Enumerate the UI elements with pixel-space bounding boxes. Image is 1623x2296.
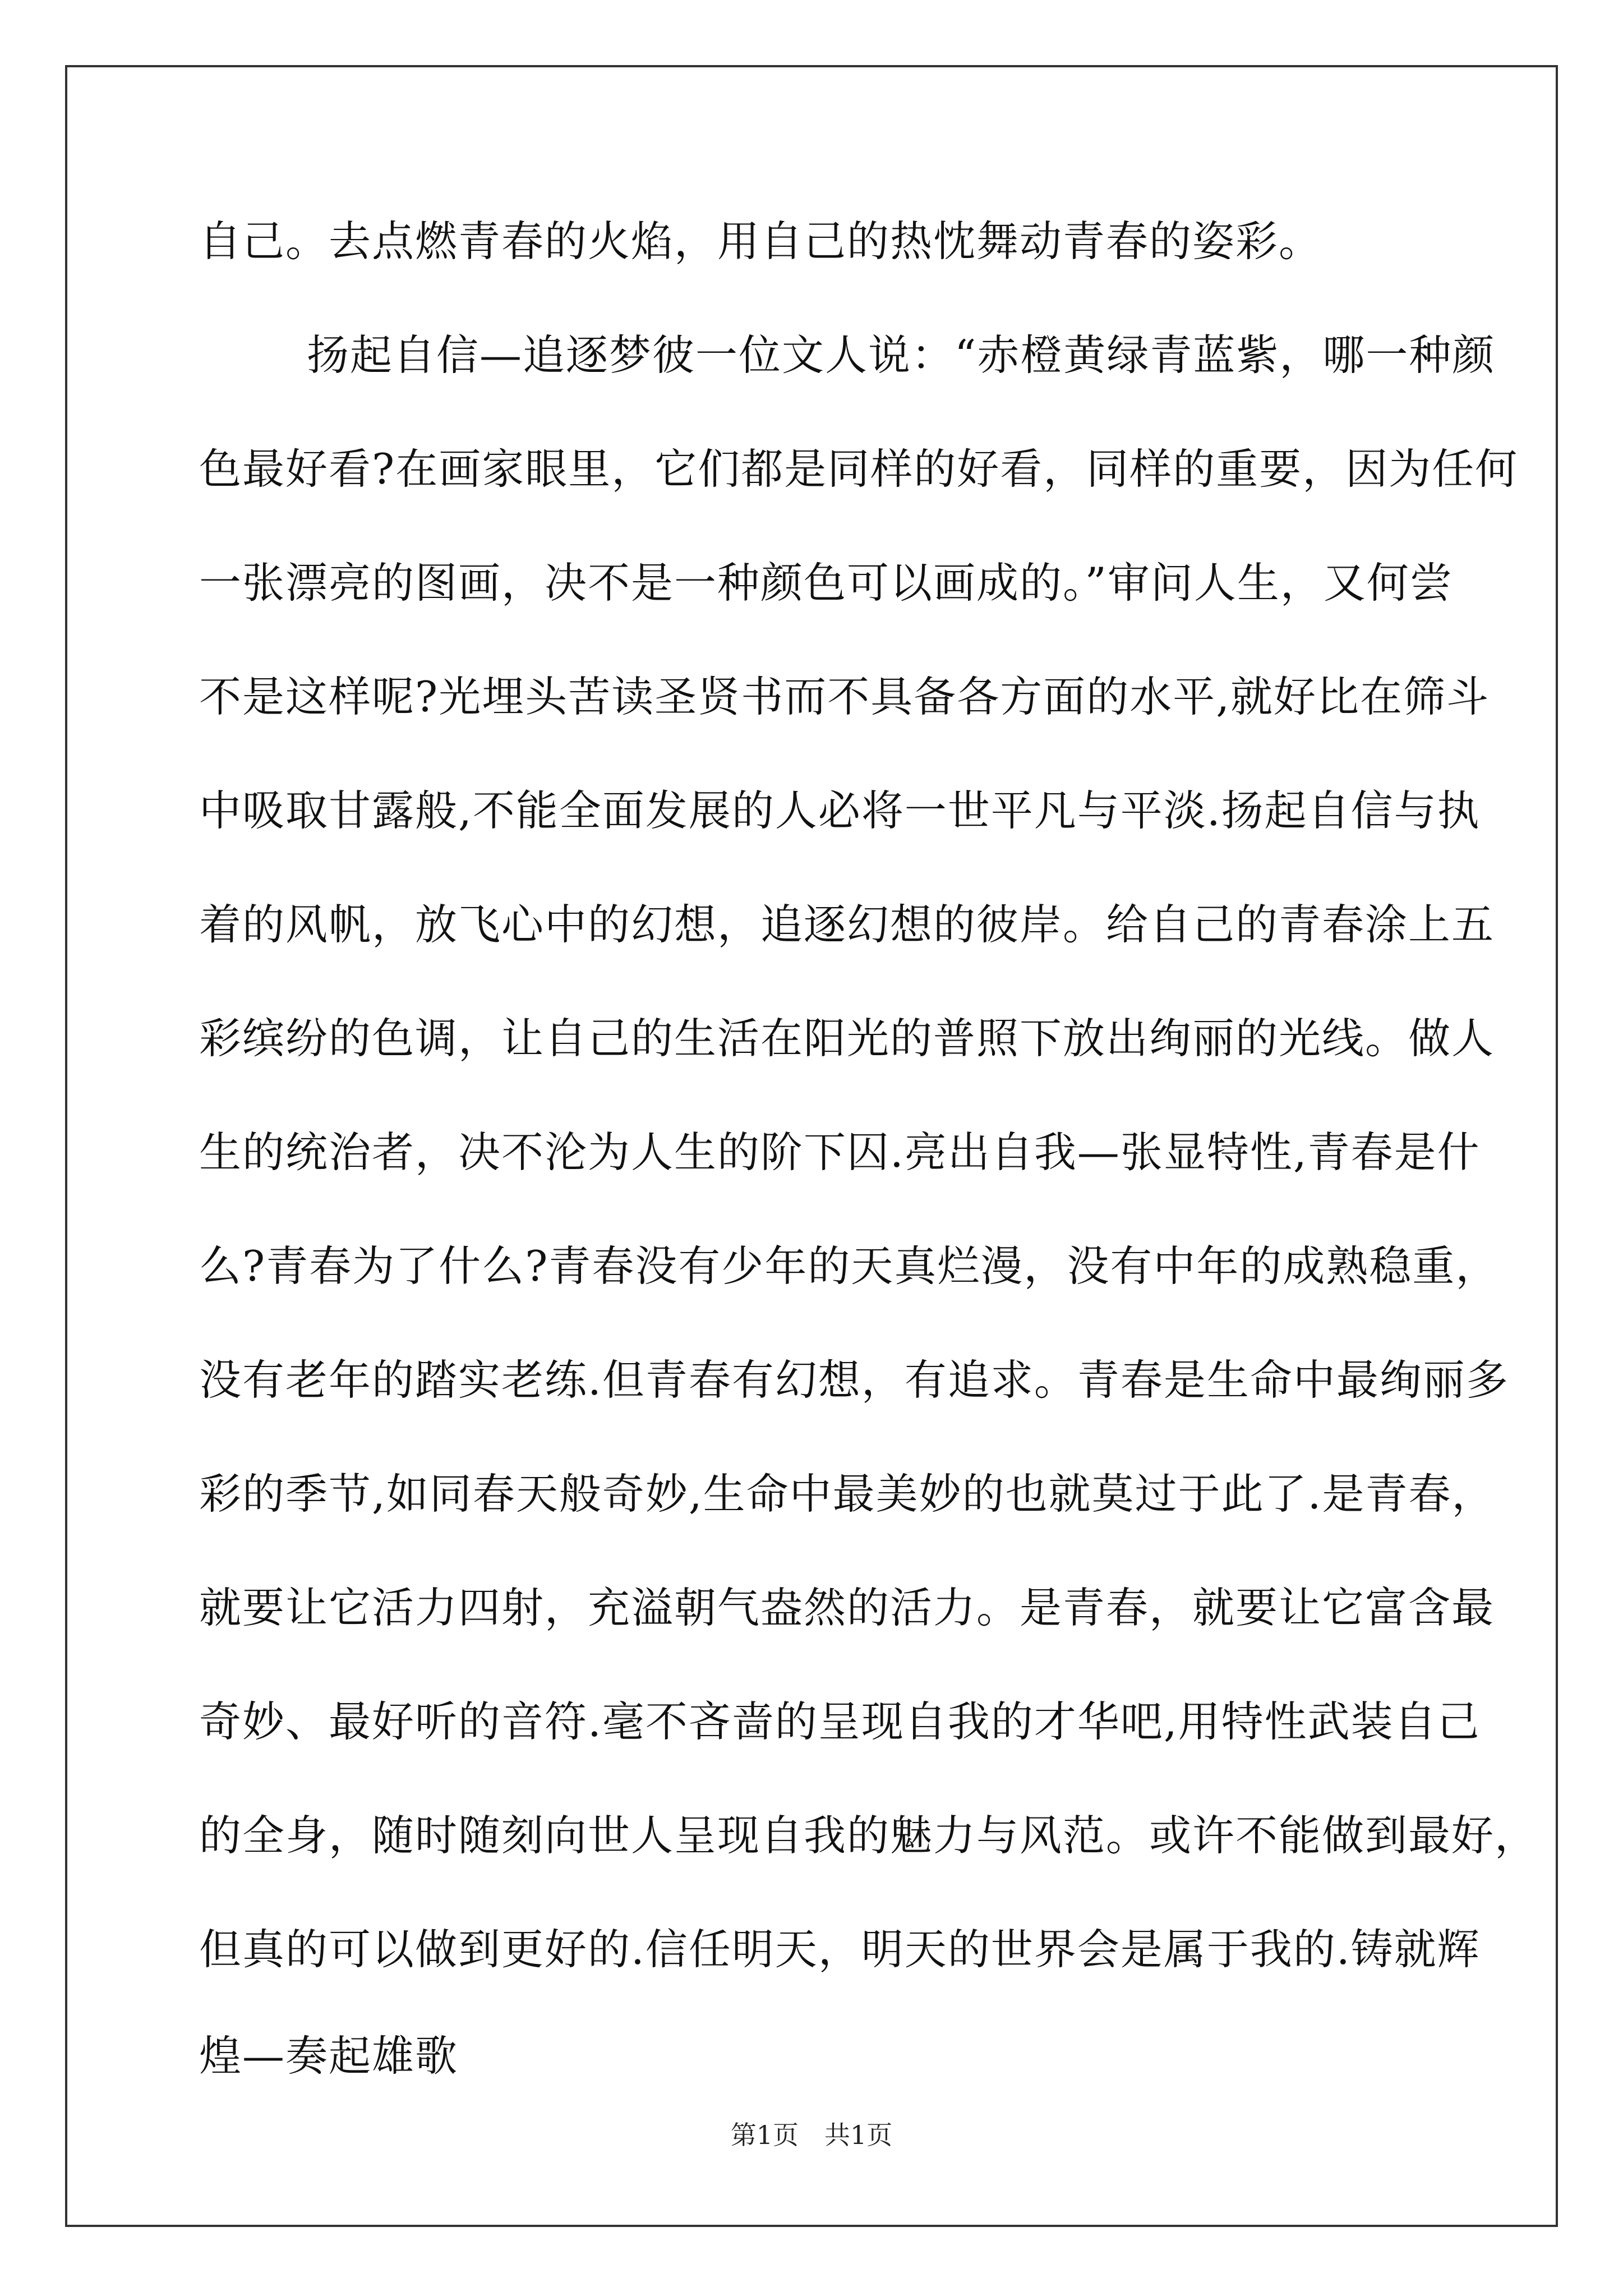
text-line-10: 么?青春为了什么?青春没有少年的天真烂漫，没有中年的成熟稳重，: [199, 1241, 1499, 1291]
text-line-8: 彩缤纷的色调，让自己的生活在阳光的普照下放出绚丽的光线。做人: [199, 1014, 1495, 1063]
text-line-2: 扬起自信—追逐梦彼一位文人说：“赤橙黄绿青蓝紫，哪一种颜: [264, 330, 1496, 380]
text-line-5: 不是这样呢?光埋头苦读圣贤书而不具备各方面的水平,就好比在筛斗: [199, 672, 1490, 721]
text-line-11: 没有老年的踏实老练.但青春有幻想，有追求。青春是生命中最绚丽多: [199, 1355, 1509, 1405]
text-line-15: 的全身，随时随刻向世人呈现自我的魅力与风范。或许不能做到最好，: [199, 1811, 1538, 1860]
text-line-1: 自己。去点燃青春的火焰，用自己的热忱舞动青春的姿彩。: [199, 217, 1322, 266]
text-line-6: 中吸取甘露般,不能全面发展的人必将一世平凡与平淡.扬起自信与执: [199, 786, 1481, 835]
text-line-16: 但真的可以做到更好的.信任明天，明天的世界会是属于我的.铸就辉: [199, 1925, 1481, 1974]
page-footer: 第1页 共1页: [730, 2120, 893, 2150]
text-line-9: 生的统治者，决不沦为人生的阶下囚.亮出自我—张显特性,青春是什: [199, 1128, 1481, 1177]
text-line-14: 奇妙、最好听的音符.毫不吝啬的呈现自我的才华吧,用特性武装自己: [199, 1697, 1481, 1746]
text-line-13: 就要让它活力四射，充溢朝气盎然的活力。是青春，就要让它富含最: [199, 1583, 1495, 1632]
text-line-12: 彩的季节,如同春天般奇妙,生命中最美妙的也就莫过于此了.是青春，: [199, 1469, 1495, 1519]
text-line-7: 着的风帆，放飞心中的幻想，追逐幻想的彼岸。给自己的青春涂上五: [199, 900, 1495, 949]
text-line-17: 煌—奏起雄歌: [199, 2031, 459, 2081]
text-line-3: 色最好看?在画家眼里，它们都是同样的好看，同样的重要，因为任何: [199, 444, 1519, 494]
text-line-4: 一张漂亮的图画，决不是一种颜色可以画成的。”审问人生，又何尝: [199, 558, 1453, 608]
